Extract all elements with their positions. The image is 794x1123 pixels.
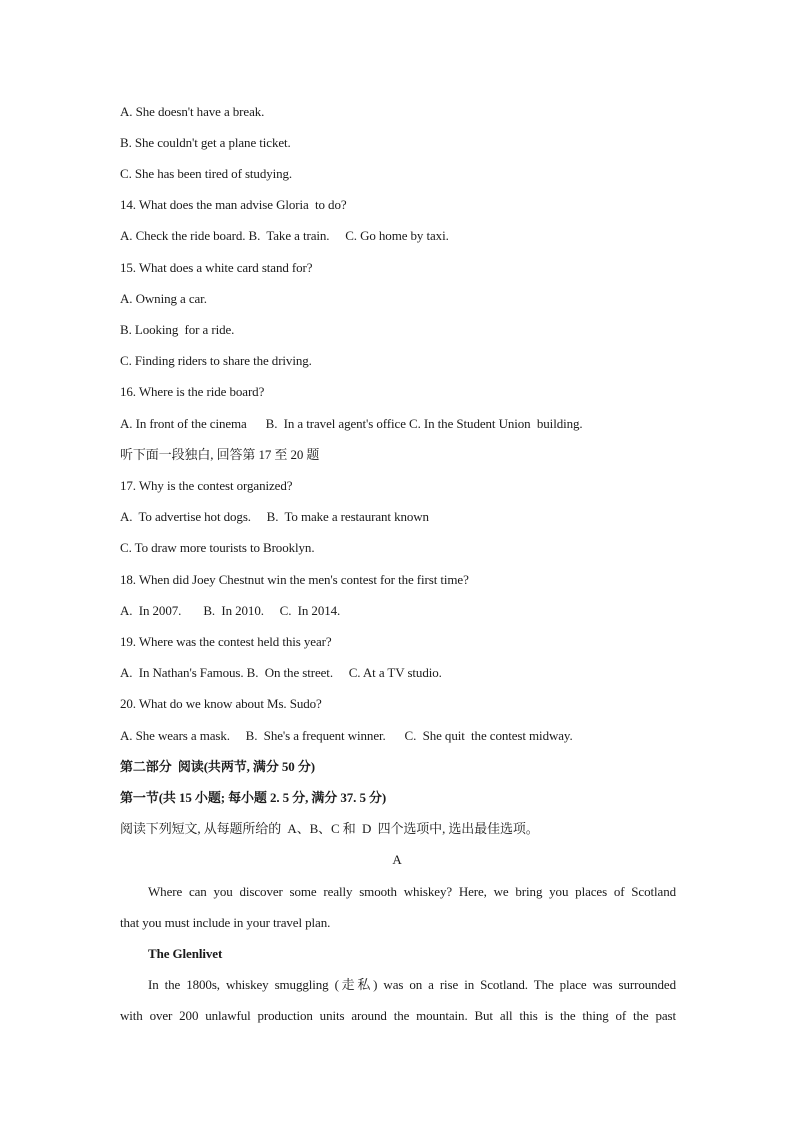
question-20: 20. What do we know about Ms. Sudo? bbox=[120, 696, 322, 711]
options-20: A. She wears a mask. B. She's a frequent winner. C. She quit the contest midway. bbox=[120, 728, 573, 743]
section-one-heading: 第一节(共 15 小题; 每小题 2. 5 分, 满分 37. 5 分) bbox=[120, 790, 387, 805]
question-15: 15. What does a white card stand for? bbox=[120, 260, 313, 275]
option-line: A. She doesn't have a break. bbox=[120, 104, 265, 119]
passage-label: A bbox=[392, 852, 402, 867]
question-18: 18. When did Joey Chestnut win the men's contest for the first time? bbox=[120, 572, 469, 587]
question-19: 19. Where was the contest held this year? bbox=[120, 634, 332, 649]
option-line: B. She couldn't get a plane ticket. bbox=[120, 135, 291, 150]
question-17: 17. Why is the contest organized? bbox=[120, 478, 293, 493]
options-16: A. In front of the cinema B. In a travel agent's office C. In the Student Union building. bbox=[120, 416, 583, 431]
options-18: A. In 2007. B. In 2010. C. In 2014. bbox=[120, 603, 341, 618]
options-14: A. Check the ride board. B. Take a train. C. Go home by taxi. bbox=[120, 228, 449, 243]
option-line: C. To draw more tourists to Brooklyn. bbox=[120, 540, 315, 555]
passage-line: that you must include in your travel plan. bbox=[120, 915, 331, 930]
option-line: C. Finding riders to share the driving. bbox=[120, 353, 312, 368]
passage-line: with over 200 unlawful production units around the mountain. But all this is the thing of the past bbox=[120, 1008, 676, 1023]
passage-subheading: The Glenlivet bbox=[148, 946, 223, 961]
part-two-heading: 第二部分 阅读(共两节, 满分 50 分) bbox=[120, 759, 315, 774]
option-line: B. Looking for a ride. bbox=[120, 322, 235, 337]
options-17: A. To advertise hot dogs. B. To make a restaurant known bbox=[120, 509, 429, 524]
question-16: 16. Where is the ride board? bbox=[120, 384, 265, 399]
section-instruction: 听下面一段独白, 回答第 17 至 20 题 bbox=[120, 447, 320, 462]
passage-line: Where can you discover some really smooth whiskey? Here, we bring you places of Scotland bbox=[148, 884, 676, 899]
reading-instruction: 阅读下列短文, 从每题所给的 A、B、C 和 D 四个选项中, 选出最佳选项。 bbox=[120, 821, 539, 836]
question-14: 14. What does the man advise Gloria to do? bbox=[120, 197, 347, 212]
option-line: C. She has been tired of studying. bbox=[120, 166, 293, 181]
passage-line: In the 1800s, whiskey smuggling (走私) was on a rise in Scotland. The place was surrounded bbox=[148, 977, 676, 992]
options-19: A. In Nathan's Famous. B. On the street. C. At a TV studio. bbox=[120, 665, 442, 680]
option-line: A. Owning a car. bbox=[120, 291, 207, 306]
